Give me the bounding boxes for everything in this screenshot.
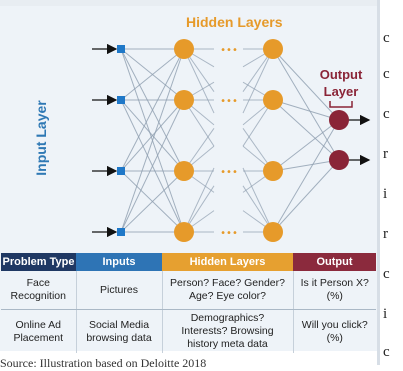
hidden-node [263,90,283,110]
output-node [329,110,349,130]
hidden-node [263,161,283,181]
connection-edge [273,120,339,171]
input-node [117,228,125,236]
hidden-node [174,222,194,242]
margin-text: c [383,106,390,122]
table-cell: Is it Person X? (%) [293,271,376,310]
hidden-node [263,222,283,242]
table-cell: Demographics? Interests? Browsing history meta data [162,310,293,354]
hidden-node [263,39,283,59]
ellipsis-marker: ••• [220,45,238,56]
margin-text: r [383,146,388,162]
margin-text: i [383,186,388,202]
ellipsis-marker: ••• [220,228,238,239]
problem-type-table [1,253,376,353]
ellipsis-marker: ••• [220,167,238,178]
margin-text: c [383,66,390,82]
column-divider [377,0,380,365]
hidden-layers-label: Hidden Layers [186,14,283,30]
input-layer-label: Input Layer [33,100,49,176]
output-node [329,150,349,170]
input-node [117,167,125,175]
table-cell: Social Media browsing data [76,310,162,354]
header-output: Output [293,253,376,271]
hidden-node [174,39,194,59]
output-layer-label [316,66,366,100]
table-cell: Will you click? (%) [293,310,376,354]
hidden-node [174,161,194,181]
output-layer-label-line1: Output [319,67,363,82]
connection-edge [273,120,339,232]
output-layer-label-line2: Layer [323,84,359,99]
table-cell: Person? Face? Gender? Age? Eye color? [162,271,293,310]
table-row [1,271,376,310]
margin-text: r [383,226,388,242]
ellipsis-marker: ••• [220,96,238,107]
margin-text: c [383,266,390,282]
table-row [1,310,376,354]
hidden-node [174,90,194,110]
header-problem-type: Problem Type [1,253,76,271]
margin-text: c [383,344,390,360]
margin-text: c [383,30,390,46]
output-bracket [330,101,352,107]
figure-caption: Source: Illustration based on Deloitte 2018 [0,356,207,370]
connection-edge [273,160,339,171]
table-header-row [1,253,376,271]
table-cell: Online Ad Placement [13,318,64,344]
table-cell: Pictures [76,271,162,310]
table-cell: Face Recognition [1,271,76,310]
header-inputs: Inputs [76,253,162,271]
input-node [117,96,125,104]
margin-text: i [383,306,388,322]
header-hidden-layers: Hidden Layers [162,253,293,271]
input-node [117,45,125,53]
